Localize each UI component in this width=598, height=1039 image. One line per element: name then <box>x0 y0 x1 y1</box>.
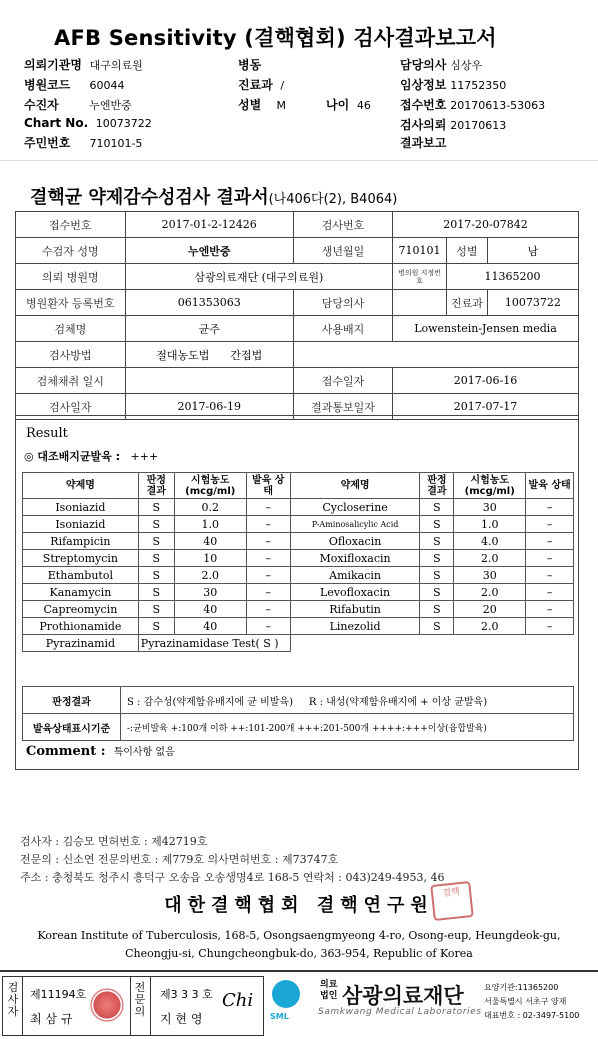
table-cell: Isoniazid <box>23 499 139 516</box>
report-title: AFB Sensitivity (결핵협회) 검사결과보고서 <box>54 26 497 50</box>
header-field: 담당의사 심상우 <box>400 58 483 72</box>
inspector-stamp <box>90 988 124 1022</box>
table-cell: Amikacin <box>290 567 420 584</box>
table-cell: S <box>420 533 454 550</box>
table-row <box>23 533 574 550</box>
result-label: Result <box>26 426 68 441</box>
table-cell: Moxifloxacin <box>290 550 420 567</box>
comment: Comment : 특이사항 없음 <box>26 744 175 759</box>
inspector-label: 검사자 <box>7 981 19 1018</box>
table-cell: 1.0 <box>454 516 526 533</box>
table-cell: S <box>420 584 454 601</box>
table-cell: 40 <box>174 601 246 618</box>
table-cell: – <box>246 550 290 567</box>
table-cell: – <box>246 567 290 584</box>
specialist-signature: Chi <box>222 990 254 1011</box>
specialist-no: 제3 3 3 호 <box>160 988 213 1001</box>
scan-title: 결핵균 약제감수성검사 결과서(나406다(2), B4064) <box>30 187 398 208</box>
brand-info: 요양기관:11365200 <box>484 983 559 992</box>
table-cell: Cycloserine <box>290 499 420 516</box>
table-cell: 10 <box>174 550 246 567</box>
table-cell: S <box>138 550 174 567</box>
table-row <box>23 550 574 567</box>
table-row <box>23 499 574 516</box>
table-cell: 40 <box>174 618 246 635</box>
table-cell: 1.0 <box>174 516 246 533</box>
table-cell: Rifabutin <box>290 601 420 618</box>
header-field: 의뢰기관명 대구의료원 <box>24 58 143 72</box>
header-field: Chart No. 10073722 <box>24 116 152 130</box>
brand-info: 대표번호 : 02-3497-5100 <box>484 1011 580 1020</box>
samkwang-logo-icon <box>272 980 300 1008</box>
info-table: 접수번호 2017-01-2-12426 검사번호 2017-20-07842 수검자 성명 누엔반중 생년월일 710101 성별 남 의뢰 병원명 삼광의료재단 (대구의료원) 병의원 지정번호 11365200 병원환자 등록번호 061353063 담당의사 진료과 10073722 검체명 균주 사용배지 Lowenstein-Jensen media 검사방법 절대농도법 간접법 검체채취 일시 접수일자 2017-06-16 검사일자 2017-06-19 결과통보일자 2017-07-17 <box>15 211 579 420</box>
table-cell: 2.0 <box>454 550 526 567</box>
table-cell: Prothionamide <box>23 618 139 635</box>
judgement-legend: 판정결과 S : 감수성(약제함유배지에 균 비발육) R : 내성(약제함유배지에 + 이상 균발육) 발육상태표시기준 -:균비발육 +:100개 이하 ++:101-200개 +++:201-500개 ++++:+++이상(융합발육) <box>22 686 574 741</box>
header-field: 주민번호 710101-5 <box>24 136 143 150</box>
table-cell: S <box>420 516 454 533</box>
table-cell: 30 <box>454 499 526 516</box>
table-row <box>23 516 574 533</box>
table-cell: – <box>526 584 574 601</box>
header-field: 성별 M <box>238 98 286 112</box>
table-cell: S <box>420 618 454 635</box>
table-row <box>23 601 574 618</box>
table-cell: 0.2 <box>174 499 246 516</box>
scanned-report <box>0 160 598 970</box>
table-row <box>23 618 574 635</box>
table-cell: – <box>526 618 574 635</box>
table-cell: 2.0 <box>174 567 246 584</box>
table-cell: – <box>246 533 290 550</box>
signature-line: 전문의 : 신소연 전문의번호 : 제779호 의사면허번호 : 제73747호 <box>20 853 339 866</box>
table-cell: 40 <box>174 533 246 550</box>
table-cell: – <box>246 584 290 601</box>
table-cell: S <box>420 499 454 516</box>
inspector-name: 최 삼 규 <box>30 1012 73 1026</box>
table-cell: S <box>138 584 174 601</box>
institute-seal: 결핵 <box>430 881 474 921</box>
header-field: 병동 <box>238 58 262 72</box>
table-cell: 2.0 <box>454 584 526 601</box>
specialist-label: 전문의 <box>134 981 146 1018</box>
institute-name: 대한결핵협회 결핵연구원 <box>164 895 434 916</box>
brand-info: 서울특별시 서초구 양재 <box>484 997 567 1006</box>
table-cell: – <box>246 618 290 635</box>
header-field: 임상정보 11752350 <box>400 78 507 92</box>
header-field: 진료과 / <box>238 78 285 92</box>
table-cell: S <box>138 618 174 635</box>
table-cell: – <box>526 533 574 550</box>
report-header <box>0 0 598 160</box>
table-cell: Levofloxacin <box>290 584 420 601</box>
control-growth: ◎ 대조배지균발육 : +++ <box>24 450 159 463</box>
table-cell: S <box>138 499 174 516</box>
table-cell: 30 <box>174 584 246 601</box>
signature-line: 검사자 : 김승모 면허번호 : 제42719호 <box>20 835 208 848</box>
table-cell: – <box>526 516 574 533</box>
table-cell: 30 <box>454 567 526 584</box>
table-cell: – <box>526 601 574 618</box>
drug-table: 약제명 판정 결과 시험농도 (mcg/ml) 발육 상태 약제명 판정 결과 시험농도 (mcg/ml) 발육 상태 Isoniazid S 0.2 – Cycloserine S 30 – Isoniazid S 1.0 – P-Aminosalicylic Acid S 1.0 – Rifampicin S 40 – Ofloxacin S 4.0 – Streptomycin S 10 – Moxifloxacin S 2.0 – Ethambutol S 2.0 – Amikacin S 30 – Kanamycin S 30 – Levofloxacin S 2.0 – Capreomycin S 40 – Rifabutin S 20 – Prothionamide S 40 – Linezolid S 2.0 – Pyrazinamid Pyrazinamidase Test( S ) <box>22 472 574 652</box>
table-cell: S <box>138 533 174 550</box>
table-row <box>23 584 574 601</box>
table-cell: – <box>526 499 574 516</box>
table-cell: – <box>246 601 290 618</box>
result-section <box>15 415 579 770</box>
table-cell: 4.0 <box>454 533 526 550</box>
table-cell: Kanamycin <box>23 584 139 601</box>
header-field: 병원코드 60044 <box>24 78 125 92</box>
table-cell: – <box>526 567 574 584</box>
table-cell: – <box>246 516 290 533</box>
header-field: 접수번호 20170613-53063 <box>400 98 546 112</box>
header-field: 수진자 누엔반중 <box>24 98 132 112</box>
institute-address: Cheongju-si, Chungcheongbuk-do, 363-954, Republic of Korea <box>125 947 473 960</box>
table-cell: Ethambutol <box>23 567 139 584</box>
table-row <box>23 567 574 584</box>
footer <box>0 970 598 1039</box>
institute-address: Korean Institute of Tuberculosis, 168-5, Osongsaengmyeong 4-ro, Osong-eup, Heungdeok-gu, <box>37 929 561 942</box>
table-cell: Isoniazid <box>23 516 139 533</box>
specialist-name: 지 현 영 <box>160 1012 203 1026</box>
table-cell: Streptomycin <box>23 550 139 567</box>
header-field: 결과보고 <box>400 136 447 150</box>
inspector-no: 제11194호 <box>30 988 87 1001</box>
header-field: 검사의뢰 20170613 <box>400 118 507 132</box>
brand-prefix: 의료 법인 <box>320 980 338 1001</box>
table-cell: Rifampicin <box>23 533 139 550</box>
brand-name: 삼광의료재단 <box>342 984 464 1008</box>
table-cell: S <box>420 550 454 567</box>
header-field: 나이 46 <box>326 98 371 112</box>
table-cell: S <box>138 601 174 618</box>
table-cell: 2.0 <box>454 618 526 635</box>
table-cell: Capreomycin <box>23 601 139 618</box>
table-cell: S <box>420 601 454 618</box>
table-cell: P-Aminosalicylic Acid <box>290 516 420 533</box>
table-cell: S <box>138 567 174 584</box>
brand-english: Samkwang Medical Laboratories <box>318 1007 482 1017</box>
table-row: Pyrazinamid Pyrazinamidase Test( S ) <box>23 635 574 652</box>
table-cell: – <box>246 499 290 516</box>
table-cell: – <box>526 550 574 567</box>
table-cell: 20 <box>454 601 526 618</box>
logo-sub-label: SML <box>270 1012 289 1021</box>
table-cell: S <box>138 516 174 533</box>
address-line: 주소 : 충청북도 청주시 흥덕구 오송읍 오송생명4로 168-5 연락처 : 043)249-4953, 46 <box>20 871 445 884</box>
table-cell: Linezolid <box>290 618 420 635</box>
table-cell: S <box>420 567 454 584</box>
table-cell: Ofloxacin <box>290 533 420 550</box>
